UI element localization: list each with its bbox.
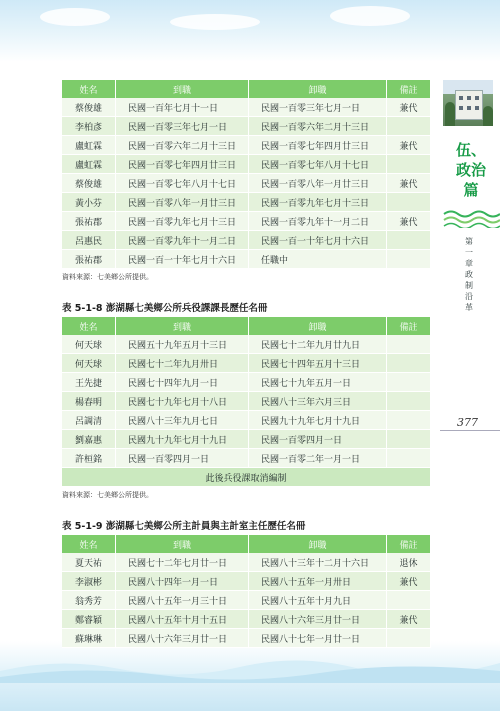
cell-start-date: 民國一百一十年七月十六日 [116,250,249,269]
cell-start-date: 民國八十四年一月一日 [116,572,249,591]
military-service-roster-table [62,317,431,487]
accounting-roster-table [62,535,431,648]
cell-end-date: 民國七十九年五月一日 [249,373,387,392]
cell-end-date: 民國一百零二年一月一日 [249,449,387,468]
header-end: 卸職 [249,80,387,98]
table-row [62,430,431,449]
table-row [62,231,431,250]
cell-remark: 兼代 [387,572,431,591]
table-source-note: 資料來源：七美鄉公所提供。 [62,491,153,499]
cloud-decoration [330,6,410,26]
cell-start-date: 民國一百零六年二月十三日 [116,136,249,155]
chief-roster-table [62,80,431,269]
cell-start-date: 民國一百年七月十一日 [116,98,249,117]
section-title: 伍、政治篇 [455,141,486,199]
cell-end-date: 民國一百零六年二月十三日 [249,117,387,136]
table-row [62,629,431,648]
header-remark: 備註 [387,80,431,98]
page-number: 377 [457,416,478,429]
cell-end-date: 民國九十九年七月十九日 [249,411,387,430]
cell-start-date: 民國八十三年九月七日 [116,411,249,430]
cell-start-date: 民國一百零九年七月十三日 [116,212,249,231]
table-caption: 表 5-1-8 澎湖縣七美鄉公所兵役課課長歷任名冊 [62,303,268,314]
cell-end-date: 民國八十六年三月廿一日 [249,610,387,629]
header-name: 姓名 [62,80,116,98]
cell-name: 翁秀芳 [62,591,116,610]
header-start: 到職 [116,317,249,335]
header-end: 卸職 [249,535,387,553]
cell-name: 李淑彬 [62,572,116,591]
cell-start-date: 民國八十五年一月三十日 [116,591,249,610]
cell-start-date: 民國一百零九年十一月二日 [116,231,249,250]
cell-name: 盧虹霖 [62,155,116,174]
cell-remark: 兼代 [387,610,431,629]
cell-start-date: 民國七十四年九月一日 [116,373,249,392]
cell-name: 蔡俊雄 [62,98,116,117]
cell-remark [387,430,431,449]
table-row [62,373,431,392]
cell-start-date: 民國八十五年十月十五日 [116,610,249,629]
cell-start-date: 民國一百零三年七月一日 [116,117,249,136]
cell-name: 許桓銘 [62,449,116,468]
cell-remark [387,411,431,430]
table-row [62,136,431,155]
table-row [62,354,431,373]
cell-end-date: 民國一百一十年七月十六日 [249,231,387,250]
table-row [62,193,431,212]
table-source-note: 資料來源：七美鄉公所提供。 [62,273,153,281]
cell-name: 何天球 [62,354,116,373]
table-row [62,392,431,411]
table-row [62,174,431,193]
table-caption: 表 5-1-9 澎湖縣七美鄉公所主計員與主計室主任歷任名冊 [62,521,306,532]
table-note: 此後兵役課取消編制 [62,468,431,487]
cell-end-date: 民國一百零七年四月廿三日 [249,136,387,155]
cell-remark [387,392,431,411]
cell-name: 李柏彥 [62,117,116,136]
cell-name: 楊春明 [62,392,116,411]
cell-name: 蔡俊雄 [62,174,116,193]
cell-remark [387,591,431,610]
cell-name: 黃小芬 [62,193,116,212]
cell-remark: 兼代 [387,174,431,193]
cell-start-date: 民國五十九年五月十三日 [116,335,249,354]
cell-remark [387,250,431,269]
table-row [62,610,431,629]
cell-remark [387,629,431,648]
header-remark: 備註 [387,535,431,553]
table-note-row [62,468,431,487]
cell-start-date: 民國九十九年七月十九日 [116,430,249,449]
cell-name: 張祐郡 [62,212,116,231]
table-row [62,250,431,269]
green-wave-icon [442,208,500,228]
cell-remark [387,193,431,212]
cell-end-date: 民國一百零四月一日 [249,430,387,449]
cell-end-date: 民國一百零九年十一月二日 [249,212,387,231]
table-row [62,335,431,354]
table-row [62,98,431,117]
cell-name: 呂惠民 [62,231,116,250]
header-name: 姓名 [62,317,116,335]
cell-name: 盧虹霖 [62,136,116,155]
cell-end-date: 民國八十五年十月九日 [249,591,387,610]
cell-end-date: 民國一百零八年一月廿三日 [249,174,387,193]
cell-start-date: 民國七十二年七月廿一日 [116,553,249,572]
cell-remark [387,335,431,354]
town-hall-photo [443,80,493,126]
cell-name: 劉嘉惠 [62,430,116,449]
cell-name: 何天球 [62,335,116,354]
cell-start-date: 民國七十二年九月卅日 [116,354,249,373]
header-name: 姓名 [62,535,116,553]
header-end: 卸職 [249,317,387,335]
table-row [62,572,431,591]
cell-start-date: 民國一百零八年一月廿三日 [116,193,249,212]
table-row [62,212,431,231]
cell-remark: 退休 [387,553,431,572]
cell-end-date: 民國一百零三年七月一日 [249,98,387,117]
cell-end-date: 民國七十四年五月十三日 [249,354,387,373]
cell-remark [387,155,431,174]
cell-start-date: 民國一百零七年四月廿三日 [116,155,249,174]
table-row [62,553,431,572]
page-divider [440,430,500,431]
cell-remark [387,354,431,373]
table-row [62,155,431,174]
table-row [62,449,431,468]
header-remark: 備註 [387,317,431,335]
cell-name: 夏天祐 [62,553,116,572]
cell-remark [387,231,431,250]
cell-remark [387,373,431,392]
cell-start-date: 民國七十九年七月十八日 [116,392,249,411]
table-header-row [62,535,431,553]
cell-remark [387,449,431,468]
cell-remark: 兼代 [387,136,431,155]
cell-name: 張祐郡 [62,250,116,269]
cell-name: 王先捷 [62,373,116,392]
cell-start-date: 民國八十六年三月廿一日 [116,629,249,648]
cell-end-date: 任職中 [249,250,387,269]
wave-decoration [0,653,500,683]
cell-end-date: 民國八十三年六月三日 [249,392,387,411]
cell-start-date: 民國一百零四月一日 [116,449,249,468]
cell-remark [387,117,431,136]
cell-end-date: 民國七十二年九月廿九日 [249,335,387,354]
cell-end-date: 民國一百零七年八月十七日 [249,155,387,174]
cell-end-date: 民國八十七年一月廿一日 [249,629,387,648]
table-header-row [62,80,431,98]
cell-end-date: 民國一百零九年七月十三日 [249,193,387,212]
cell-end-date: 民國八十三年十二月十六日 [249,553,387,572]
header-start: 到職 [116,535,249,553]
cloud-decoration [40,8,110,26]
cell-end-date: 民國八十五年一月卅日 [249,572,387,591]
cell-name: 鄭睿穎 [62,610,116,629]
header-start: 到職 [116,80,249,98]
table-row [62,117,431,136]
chapter-label: 第一章 政制沿革 [465,237,473,312]
cell-remark: 兼代 [387,212,431,231]
cloud-decoration [170,14,260,30]
cell-remark: 兼代 [387,98,431,117]
table-row [62,591,431,610]
cell-start-date: 民國一百零七年八月十七日 [116,174,249,193]
table-row [62,411,431,430]
cell-name: 蘇琳琳 [62,629,116,648]
cell-name: 呂調清 [62,411,116,430]
table-header-row [62,317,431,335]
